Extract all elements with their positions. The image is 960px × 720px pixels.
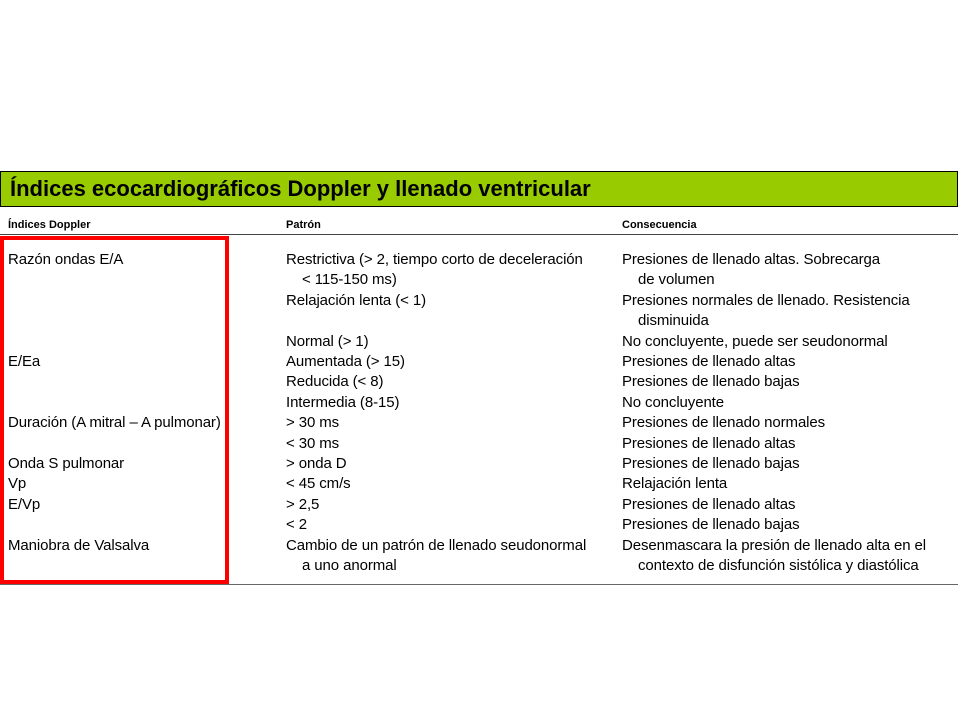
cell-indice-r10-l0: E/Vp	[8, 495, 41, 513]
highlight-box	[0, 236, 229, 584]
cell-consecuencia-r6-l0: Presiones de llenado normales	[622, 414, 826, 432]
cell-patron-r12-l0: Cambio de un patrón de llenado seudonormal	[286, 536, 587, 554]
cell-patron-r3-l0: Aumentada (> 15)	[286, 353, 405, 370]
table-bottom-rule	[0, 584, 958, 585]
cell-consecuencia-r7-l0: Presiones de llenado altas	[622, 434, 796, 452]
cell-patron-r2-l0: Normal (> 1)	[286, 332, 369, 350]
cell-patron-r6-l0: > 30 ms	[286, 414, 340, 432]
cell-indice-r12-l0: Maniobra de Valsalva	[8, 536, 150, 554]
cell-consecuencia-r5-l0: No concluyente	[622, 393, 724, 411]
cell-indice-r9-l0: Vp	[8, 475, 27, 493]
cell-indice-r0-l0: Razón ondas E/A	[8, 251, 124, 268]
cell-consecuencia-r1-l0: Presiones normales de llenado. Resistencia	[622, 291, 910, 309]
cell-consecuencia-r8-l0: Presiones de llenado bajas	[622, 455, 800, 472]
cell-patron-r12-l1: a uno anormal	[302, 557, 397, 574]
cell-consecuencia-r2-l0: No concluyente, puede ser seudonormal	[622, 332, 888, 350]
header-consecuencia: Consecuencia	[622, 219, 697, 231]
cell-patron-r5-l0: Intermedia (8-15)	[286, 393, 400, 411]
cell-consecuencia-r10-l0: Presiones de llenado altas	[622, 495, 796, 513]
cell-patron-r11-l0: < 2	[286, 516, 307, 534]
table-header	[0, 210, 958, 235]
cell-indice-r8-l0: Onda S pulmonar	[8, 455, 125, 472]
cell-patron-r0-l0: Restrictiva (> 2, tiempo corto de deceleración	[286, 251, 583, 268]
cell-patron-r7-l0: < 30 ms	[286, 434, 340, 452]
cell-consecuencia-r11-l0: Presiones de llenado bajas	[622, 516, 800, 534]
cell-patron-r4-l0: Reducida (< 8)	[286, 373, 384, 391]
cell-indice-r6-l0: Duración (A mitral – A pulmonar)	[8, 414, 221, 432]
cell-patron-r8-l0: > onda D	[286, 455, 347, 472]
header-patron: Patrón	[286, 219, 321, 231]
cell-consecuencia-r0-l1: de volumen	[638, 271, 715, 289]
cell-indice-r3-l0: E/Ea	[8, 353, 41, 370]
cell-consecuencia-r1-l1: disminuida	[638, 312, 709, 330]
header-indices: Índices Doppler	[8, 219, 91, 231]
cell-consecuencia-r4-l0: Presiones de llenado bajas	[622, 373, 800, 391]
cell-consecuencia-r0-l0: Presiones de llenado altas. Sobrecarga	[622, 251, 881, 268]
cell-consecuencia-r3-l0: Presiones de llenado altas	[622, 353, 796, 370]
cell-consecuencia-r12-l1: contexto de disfunción sistólica y diastólica	[638, 557, 919, 574]
cell-patron-r1-l0: Relajación lenta (< 1)	[286, 291, 426, 309]
cell-patron-r0-l1: < 115-150 ms)	[302, 271, 397, 289]
slide-title: Índices ecocardiográficos Doppler y llenado ventricular	[0, 171, 958, 207]
cell-consecuencia-r9-l0: Relajación lenta	[622, 475, 728, 493]
cell-consecuencia-r12-l0: Desenmascara la presión de llenado alta en el	[622, 536, 927, 554]
cell-patron-r9-l0: < 45 cm/s	[286, 475, 351, 493]
cell-patron-r10-l0: > 2,5	[286, 495, 320, 513]
